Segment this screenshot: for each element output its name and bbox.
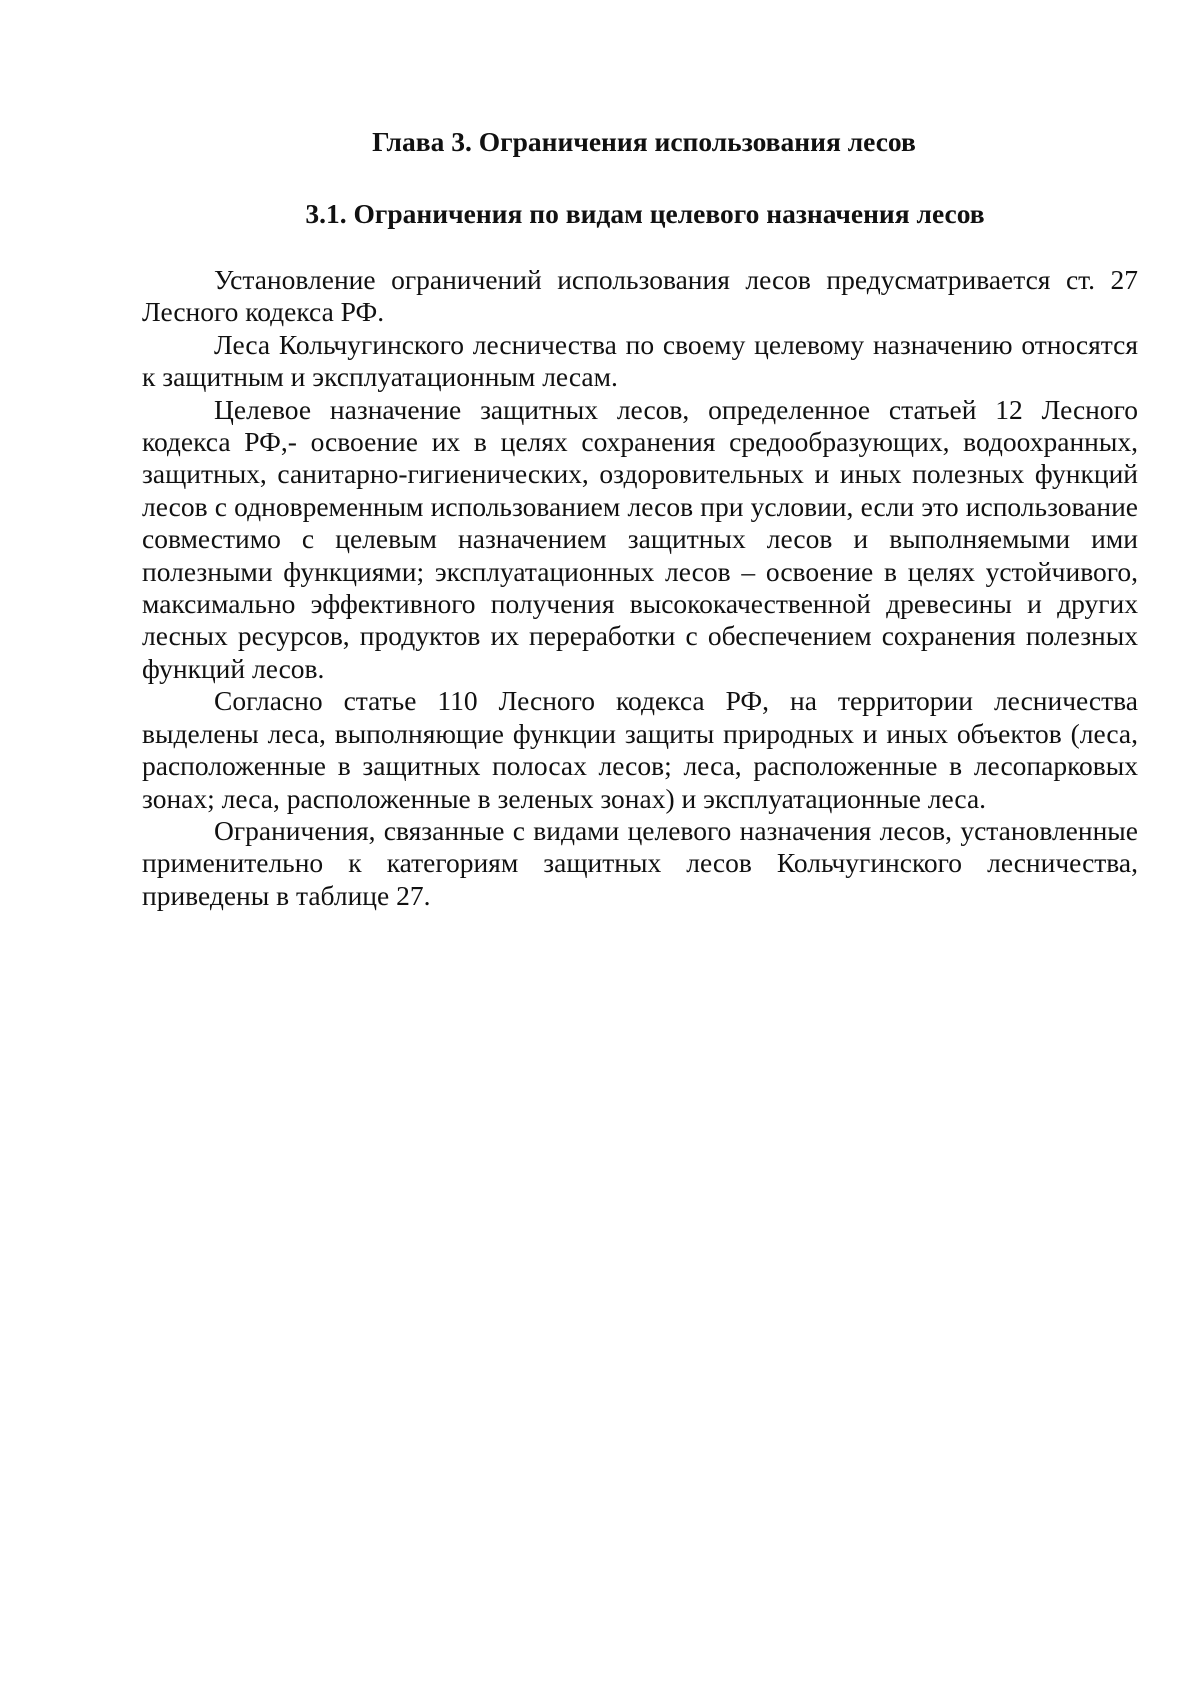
- paragraph: Установление ограничений использования лесов предусматривается ст. 27 Лесного кодекса РФ.: [142, 264, 1138, 328]
- paragraph: Леса Кольчугинского лесничества по своему целевому назначению относятся к защитным и эксплуатационным лесам.: [142, 328, 1138, 393]
- paragraph: Ограничения, связанные с видами целевого назначения лесов, установленные применительно к категориям защитных лесов Кольчугинского лесничества, приведены в таблице 27.: [142, 814, 1138, 911]
- section-title: 3.1. Ограничения по видам целевого назначения лесов: [305, 198, 985, 229]
- paragraph: Целевое назначение защитных лесов, определенное статьей 12 Лесного кодекса РФ,- освоение их в целях сохранения средообразующих, водоохранных, защитных, санитарно-гигиенических, оздоровительных и иных полезных функций лесов с одновременным использованием лесов при условии, если это использование совместимо с целевым назначением защитных лесов и выполняемыми ими полезными функциями; эксплуатационных лесов – освоение в целях устойчивого, максимально эффективного получения высококачественной древесины и других лесных ресурсов, продуктов их переработки с обеспечением сохранения полезных функций лесов.: [142, 393, 1138, 684]
- chapter-title: Глава 3. Ограничения использования лесов: [372, 126, 916, 157]
- paragraph: Согласно статье 110 Лесного кодекса РФ, на территории лесничества выделены леса, выполняющие функции защиты природных и иных объектов (леса, расположенные в защитных полосах лесов; леса, расположенные в лесопарковых зонах; леса, расположенные в зеленых зонах) и эксплуатационные леса.: [142, 685, 1138, 814]
- document-content: [142, 126, 1138, 912]
